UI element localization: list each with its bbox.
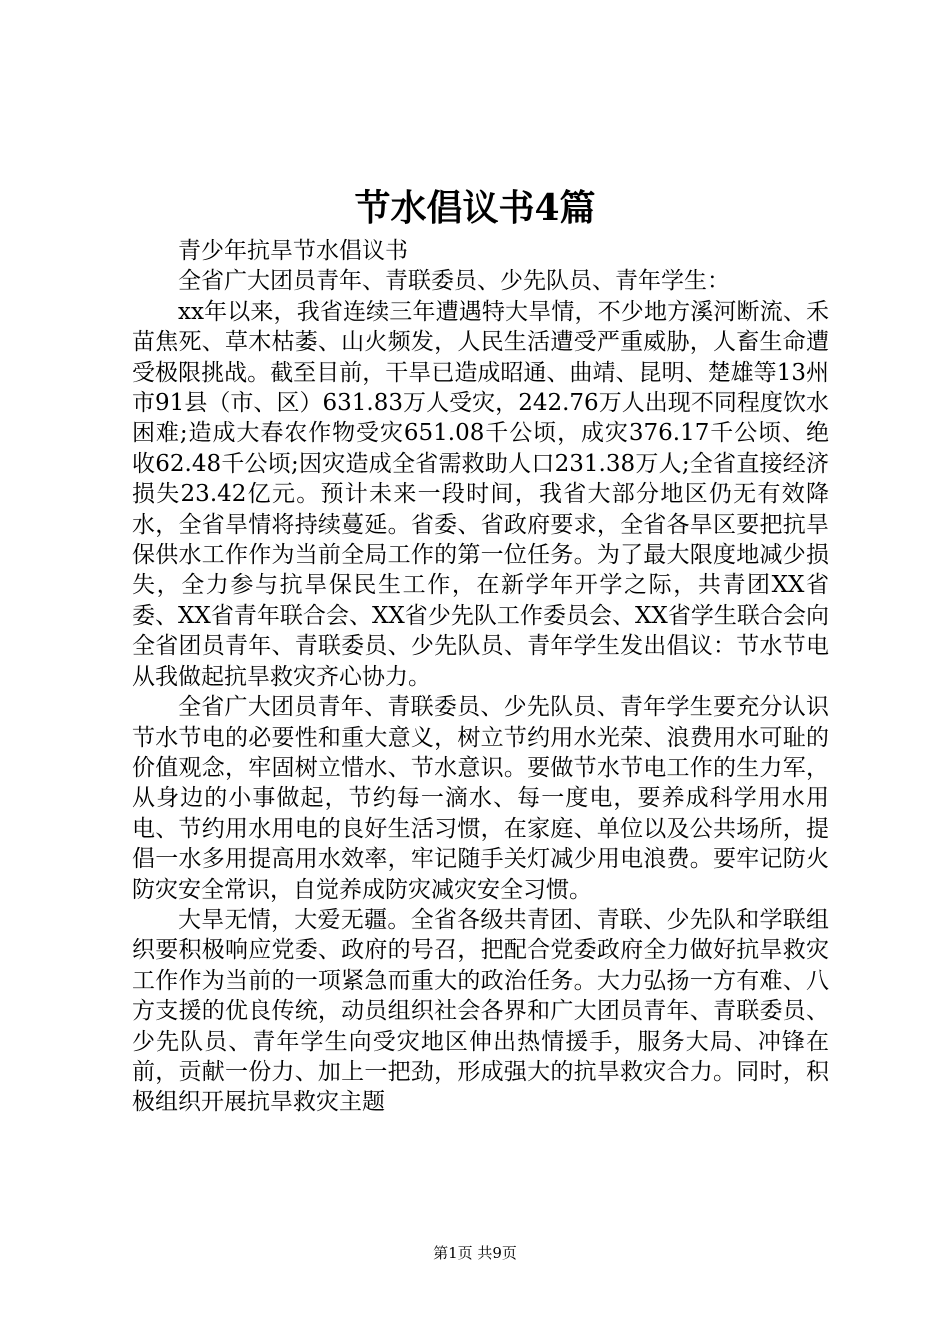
paragraph-salutation: 全省广大团员青年、青联委员、少先队员、青年学生：	[178, 268, 730, 295]
paragraph-save-water: 全省广大团员青年、青联委员、少先队员、青年学生要充分认识节水节电的必要性和重大意义，树立节约用水光荣、浪费用水可耻的价值观念，牢固树立惜水、节水意识。要做节水节电工作的生力军，从身边的小事做起，节约每一滴水、每一度电，要养成科学用水用电、节约用水用电的良好生活习惯，在家庭、单位以及公共场所，提倡一水多用提高用水效率，牢记随手关灯减少用电浪费。要牢记防火防灾安全常识，自觉养成防灾减灾安全习惯。	[132, 694, 829, 903]
document-title: 节水倡议书4篇	[354, 187, 596, 229]
paragraph-disaster-relief: 大旱无情，大爱无疆。全省各级共青团、青联、少先队和学联组织要积极响应党委、政府的号召，把配合党委政府全力做好抗旱救灾工作作为当前的一项紧急而重大的政治任务。大力弘扬一方有难、八方支援的优良传统，动员组织社会各界和广大团员青年、青联委员、少先队员、青年学生向受灾地区伸出热情援手，服务大局、冲锋在前，贡献一份力、加上一把劲，形成强大的抗旱救灾合力。同时，积极组织开展抗旱救灾主题	[132, 906, 829, 1116]
page-footer: 第1页 共9页	[433, 1244, 517, 1262]
paragraph-heading: 青少年抗旱节水倡议书	[178, 238, 408, 264]
paragraph-drought-situation: xx年以来，我省连续三年遭遇特大旱情，不少地方溪河断流、禾苗焦死、草木枯萎、山火频发，人民生活遭受严重威胁，人畜生命遭受极限挑战。截至目前，干旱已造成昭通、曲靖、昆明、楚雄等13州市91县（市、区）631.83万人受灾，242.76万人出现不同程度饮水困难;造成大春农作物受灾651.08千公顷，成灾376.17千公顷、绝收62.48千公顷;因灾造成全省需救助人口231.38万人;全省直接经济损失23.42亿元。预计未来一段时间，我省大部分地区仍无有效降水，全省旱情将持续蔓延。省委、省政府要求，全省各旱区要把抗旱保供水工作作为当前全局工作的第一位任务。为了最大限度地减少损失，全力参与抗旱保民生工作，在新学年开学之际，共青团XX省委、XX省青年联合会、XX省少先队工作委员会、XX省学生联合会向全省团员青年、青联委员、少先队员、青年学生发出倡议：节水节电从我做起抗旱救灾齐心协力。	[132, 298, 829, 690]
document-body	[132, 236, 829, 1118]
